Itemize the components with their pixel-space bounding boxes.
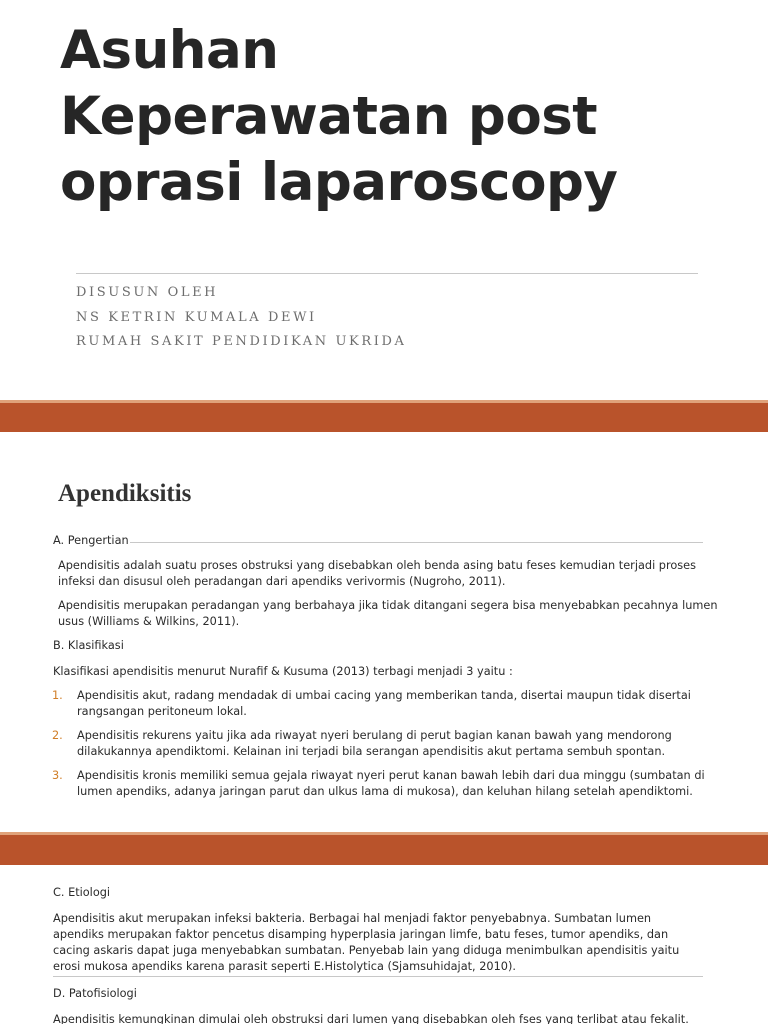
section-divider xyxy=(130,542,703,543)
klasifikasi-list xyxy=(52,688,722,808)
list-item-text: Apendisitis kronis memiliki semua gejala riwayat nyeri perut kanan bawah lebih dari dua minggu (sumbatan di lumen apendiks, adanya jaringan parut dan ulkus lama di mukosa), dan keluhan hilang setelah apendiktomi. xyxy=(77,769,705,798)
title-divider xyxy=(76,273,698,274)
list-number: 2. xyxy=(52,729,63,742)
list-number: 1. xyxy=(52,689,63,702)
title-line-2: Keperawatan post xyxy=(60,86,598,147)
section-heading-klasifikasi: B. Klasifikasi xyxy=(53,639,124,652)
list-number: 3. xyxy=(52,769,63,782)
list-item xyxy=(52,768,722,800)
slide-separator-band xyxy=(0,832,768,865)
paragraph-patofisiologi: Apendisitis kemungkinan dimulai oleh obstruksi dari lumen yang disebabkan oleh fses yang terlibat atau fekalit. xyxy=(53,1013,689,1024)
paragraph-pengertian-1: Apendisitis adalah suatu proses obstruksi yang disebabkan oleh benda asing batu feses kemudian terjadi proses infeksi dan disusul oleh peradangan dari apendiks verivormis (Nugroho, 2011). xyxy=(58,559,696,588)
slide-title: Apendiksitis xyxy=(58,480,192,507)
list-item-text: Apendisitis rekurens yaitu jika ada riwayat nyeri berulang di perut bagian kanan bawah yang mendorong dilakukannya apendiktomi. Kelainan ini terjadi bila serangan apendisitis akut pertama sembuh spontan. xyxy=(77,729,672,758)
paragraph-etiologi: Apendisitis akut merupakan infeksi bakteria. Berbagai hal menjadi faktor penyebabnya. Sumbatan lumen apendiks merupakan faktor pencetus disamping hyperplasia jaringan limfe, batu feses, tumor apendiks, dan cacing askaris dapat juga menyebabkan sumbatan. Penyebab lain yang diduga menimbulkan apendisitis yaitu erosi mukosa apendiks karena parasit seperti E.Histolytica (Sjamsuhidajat, 2010). xyxy=(53,912,680,973)
paragraph-klasifikasi: Klasifikasi apendisitis menurut Nurafif & Kusuma (2013) terbagi menjadi 3 yaitu : xyxy=(53,665,513,678)
section-divider xyxy=(53,976,703,977)
content-slide-apendiksitis xyxy=(0,432,768,832)
title-line-3: oprasi laparoscopy xyxy=(60,152,618,213)
subtitle-line-3: RUMAH SAKIT PENDIDIKAN UKRIDA xyxy=(76,334,407,349)
section-heading-pengertian: A. Pengertian xyxy=(53,534,129,547)
title-slide xyxy=(0,0,768,400)
presentation-title xyxy=(60,18,617,216)
list-item xyxy=(52,728,722,760)
presentation-subtitle xyxy=(76,281,406,355)
list-item xyxy=(52,688,722,720)
list-item-text: Apendisitis akut, radang mendadak di umbai cacing yang memberikan tanda, disertai maupun tidak disertai rangsangan peritoneum lokal. xyxy=(77,689,691,718)
subtitle-line-2: NS KETRIN KUMALA DEWI xyxy=(76,309,317,325)
title-line-1: Asuhan xyxy=(60,20,279,81)
section-heading-patofisiologi: D. Patofisiologi xyxy=(53,987,137,1000)
slide-separator-band xyxy=(0,400,768,432)
section-heading-etiologi: C. Etiologi xyxy=(53,886,111,899)
paragraph-pengertian-2: Apendisitis merupakan peradangan yang berbahaya jika tidak ditangani segera bisa menyebabkan pecahnya lumen usus (Williams & Wilkins, 2011). xyxy=(58,599,718,628)
content-slide-etiologi xyxy=(0,865,768,1024)
subtitle-line-1: DISUSUN OLEH xyxy=(76,285,219,300)
